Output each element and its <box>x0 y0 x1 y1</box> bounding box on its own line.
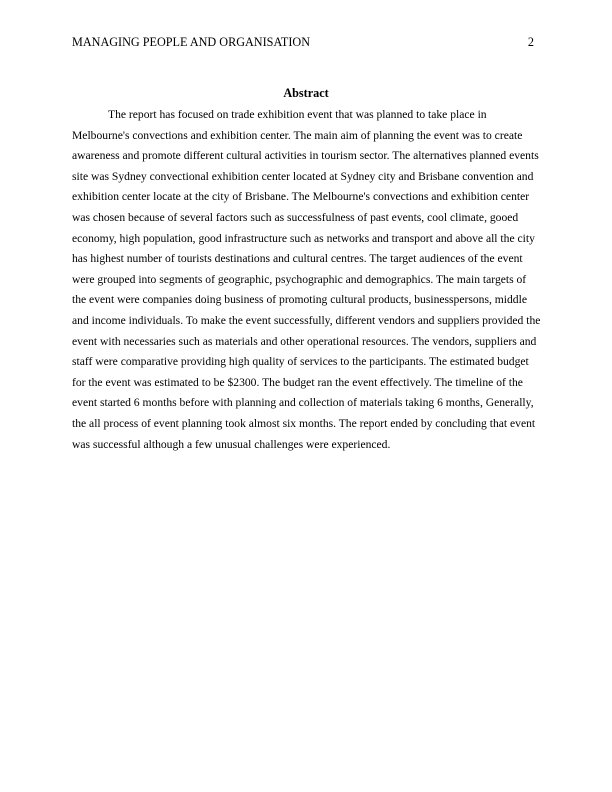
abstract-heading: Abstract <box>283 86 329 100</box>
running-head: MANAGING PEOPLE AND ORGANISATION <box>72 35 310 49</box>
page-number: 2 <box>527 35 534 49</box>
abstract-body: The report has focused on trade exhibition event that was planned to take place in Melbourne's convections and exhibition center. The main aim of planning the event was to create awareness and promote different cultural activities in tourism sector. The alternatives planned events site was Sydney convectional exhibition center located at Sydney city and Brisbane convention and exhibition center locate at the city of Brisbane. The Melbourne's convections and exhibition center was chosen because of several factors such as successfulness of past events, cool climate, gooed economy, high population, good infrastructure such as networks and transport and above all the city has highest number of tourists destinations and cultural centres. The target audiences of the event were grouped into segments of geographic, psychographic and demographics. The main targets of the event were companies doing business of promoting cultural products, businesspersons, middle and income individuals. To make the event successfully, different vendors and suppliers provided the event with necessaries such as materials and other operational resources. The vendors, suppliers and staff were comparative providing high quality of services to the participants. The estimated budget for the event was estimated to be $2300. The budget ran the event effectively. The timeline of the event started 6 months before with planning and collection of materials taking 6 months, Generally, the all process of event planning took almost six months. The report ended by concluding that event was successful although a few unusual challenges were experienced. <box>72 108 541 451</box>
